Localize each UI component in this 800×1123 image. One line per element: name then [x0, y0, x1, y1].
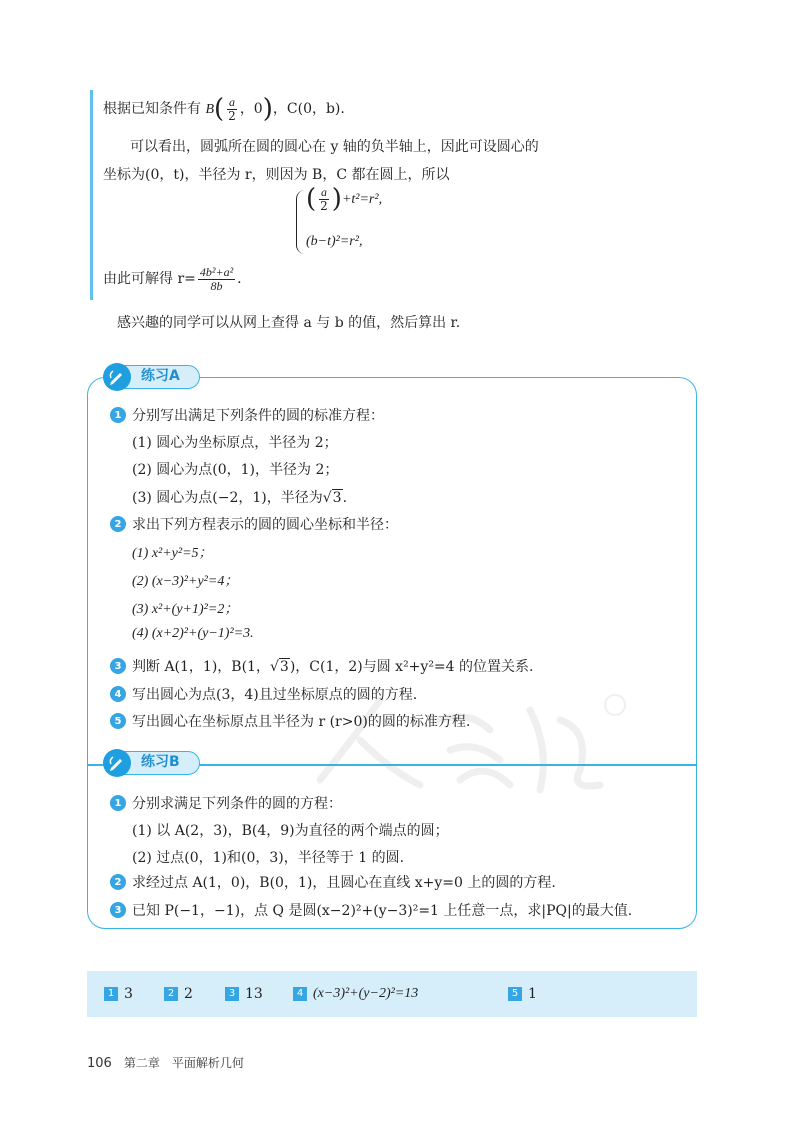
- practice-a-q2-3: (3) x²+(y+1)²=2；: [132, 602, 239, 617]
- answer-number: 5: [508, 987, 522, 1001]
- question-number-badge: 2: [110, 874, 126, 890]
- practice-b-q1-2: (2) 过点(0，1)和(0，3)，半径等于 1 的圆.: [132, 850, 405, 866]
- paragraph-line-1: 可以看出，圆弧所在圆的圆心在 y 轴的负半轴上，因此可设圆心的: [130, 139, 539, 155]
- solve-prefix: 由此可解得 r=: [103, 271, 196, 288]
- q1-3-prefix: (3) 圆心为点(−2，1)，半径为: [132, 490, 323, 506]
- practice-a-q2-2: (2) (x−3)²+y²=4；: [132, 574, 239, 589]
- practice-b-q2: 求经过点 A(1，0)，B(0，1)，且圆心在直线 x+y=0 上的圆的方程.: [132, 875, 556, 891]
- known-b-tail: ，0: [239, 101, 263, 118]
- solve-num: 4b²+a²: [199, 265, 234, 279]
- practice-b-q3: 已知 P(−1，−1)，点 Q 是圆(x−2)²+(y−3)²=1 上任意一点，求|PQ|的最大值.: [132, 903, 633, 919]
- solve-line: [103, 266, 242, 292]
- practice-a-q4: 写出圆心为点(3，4)且过坐标原点的圆的方程.: [132, 687, 418, 703]
- pencil-icon: [103, 749, 131, 777]
- q3-prefix: 判断 A(1，1)，B(1，: [132, 659, 270, 675]
- known-prefix: 根据已知条件有: [103, 101, 201, 118]
- page-footer: [87, 1054, 244, 1071]
- practice-a-q1: 分别写出满足下列条件的圆的标准方程：: [132, 408, 384, 424]
- answer-number: 1: [104, 987, 118, 1001]
- page-number: 106: [87, 1056, 112, 1071]
- practice-a-q3: 判断 A(1，1)，B(1，√3)，C(1，2)与圆 x²+y²=4 的位置关系.: [132, 659, 534, 675]
- practice-a-q1-3: (3) 圆心为点(−2，1)，半径为√3.: [132, 490, 348, 506]
- frac-num: a: [228, 95, 235, 109]
- practice-b-q1: 分别求满足下列条件的圆的方程：: [132, 796, 342, 812]
- eq1-tail: +t²=r²,: [341, 192, 383, 208]
- point-b-label: B: [205, 102, 215, 118]
- question-number-badge: 1: [110, 407, 126, 423]
- answer-value: (x−3)²+(y−2)²=13: [313, 986, 419, 1001]
- practice-a-q2: 求出下列方程表示的圆的圆心坐标和半径：: [132, 517, 398, 533]
- practice-a-q2-1: (1) x²+y²=5；: [132, 546, 213, 561]
- question-number-badge: 2: [110, 516, 126, 532]
- solve-fraction: [198, 266, 235, 292]
- practice-a-q5: 写出圆心在坐标原点且半径为 r (r>0)的圆的标准方程.: [132, 714, 471, 730]
- solve-tail: .: [237, 271, 242, 288]
- practice-a-q2-4: (4) (x+2)²+(y−1)²=3.: [132, 626, 254, 641]
- answer-value: 13: [245, 986, 263, 1002]
- answer-item: [164, 986, 193, 1002]
- tab-practice-b-label: 练习B: [141, 754, 180, 770]
- sqrt-radicand: 3: [279, 659, 289, 675]
- practice-a-q1-1: (1) 圆心为坐标原点，半径为 2；: [132, 435, 338, 451]
- answer-item: [225, 986, 263, 1002]
- question-number-badge: 1: [110, 795, 126, 811]
- q1-3-tail: .: [342, 490, 348, 506]
- answer-value: 3: [124, 986, 133, 1002]
- answer-value: 2: [184, 986, 193, 1002]
- q3-tail: )，C(1，2)与圆 x²+y²=4 的位置关系.: [289, 659, 534, 675]
- answer-number: 3: [225, 987, 239, 1001]
- pencil-icon: [103, 363, 131, 391]
- answer-item: [508, 986, 537, 1002]
- margin-accent-bar: [90, 90, 93, 300]
- known-conditions-line: 根据已知条件有 B( $\frac{a}{2}$ ，0)，C(0，b).: [103, 94, 345, 125]
- tab-practice-a-label: 练习A: [141, 368, 180, 384]
- paragraph-line-2: 坐标为(0，t)，半径为 r，则因为 B，C 都在圆上，所以: [103, 167, 450, 183]
- fraction-a-over-2: [226, 96, 238, 122]
- practice-a-q1-2: (2) 圆心为点(0，1)，半径为 2；: [132, 462, 339, 478]
- answer-number: 2: [164, 987, 178, 1001]
- question-number-badge: 3: [110, 902, 126, 918]
- equation-2: (b−t)²=r²,: [306, 234, 363, 249]
- answer-value: 1: [528, 986, 537, 1002]
- question-number-badge: 4: [110, 686, 126, 702]
- frac-den: 2: [228, 108, 236, 123]
- interest-line: 感兴趣的同学可以从网上查得 a 与 b 的值，然后算出 r.: [117, 315, 461, 331]
- eq1-frac-den: 2: [320, 198, 328, 213]
- answer-number: 4: [293, 987, 307, 1001]
- answer-item: [104, 986, 133, 1002]
- solve-den: 8b: [210, 278, 223, 293]
- watermark-logo: [300, 690, 630, 800]
- eq1-frac-num: a: [320, 185, 327, 199]
- known-c: C(0，b).: [286, 101, 345, 118]
- question-number-badge: 5: [110, 713, 126, 729]
- question-number-badge: 3: [110, 658, 126, 674]
- practice-b-q1-1: (1) 以 A(2，3)，B(4，9)为直径的两个端点的圆；: [132, 823, 449, 839]
- answer-item: [293, 986, 418, 1002]
- chapter-title: 第二章 平面解析几何: [123, 1056, 244, 1070]
- sqrt-radicand: 3: [332, 490, 342, 506]
- equation-1: ( $\frac{a}{2}$ )+t²=r²,: [306, 184, 383, 215]
